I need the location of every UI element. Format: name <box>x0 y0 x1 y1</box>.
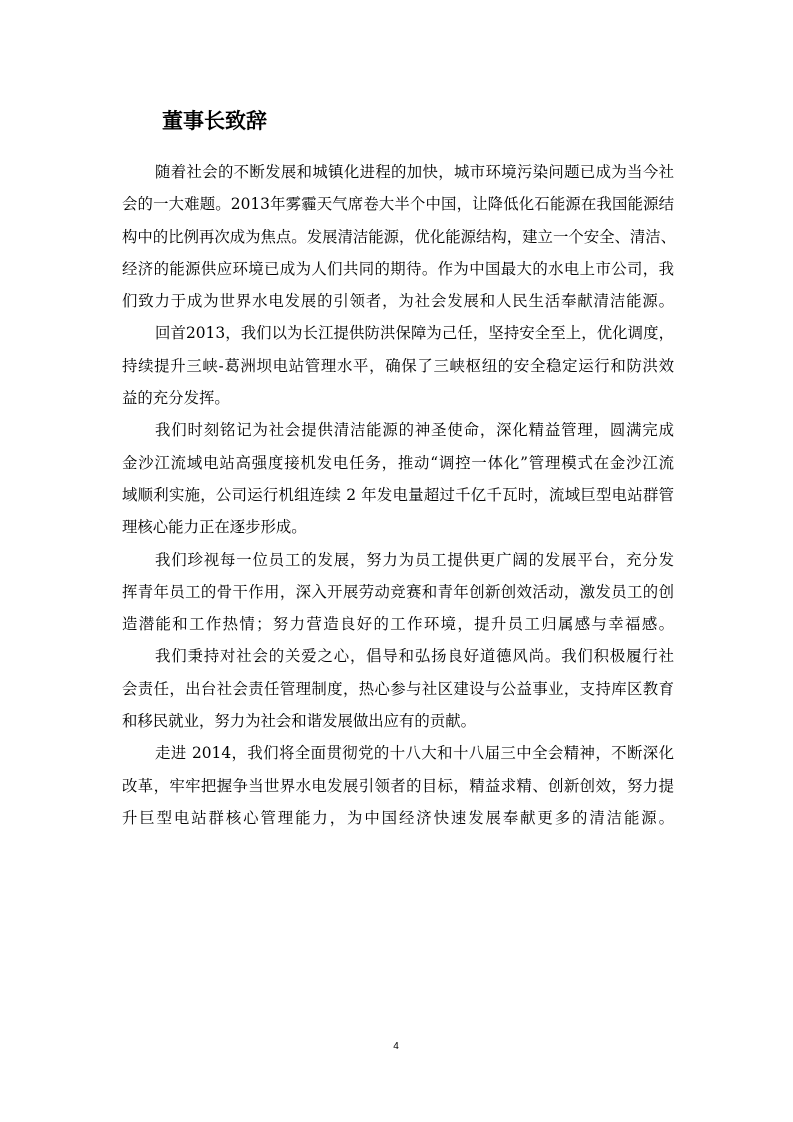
paragraph-line: 我们珍视每一位员工的发展，努力为员工提供更广阔的发展平台，充分发 <box>155 550 674 569</box>
paragraph-line: 会的一大难题。2013年雾霾天气席卷大半个中国，让降低化石能源在我国能源结 <box>122 195 674 214</box>
paragraph-line: 我们时刻铭记为社会提供清洁能源的神圣使命，深化精益管理，圆满完成 <box>155 421 674 440</box>
body-text <box>122 156 677 834</box>
paragraph-line: 改革，牢牢把握争当世界水电发展引领者的目标，精益求精、创新创效，努力提 <box>122 776 674 795</box>
paragraph-line: 走进 2014，我们将全面贯彻党的十八大和十八届三中全会精神，不断深化 <box>155 744 674 763</box>
paragraph-line: 构中的比例再次成为焦点。发展清洁能源，优化能源结构，建立一个安全、清洁、 <box>122 227 677 246</box>
paragraph-1 <box>122 156 677 317</box>
paragraph-4 <box>122 544 674 641</box>
paragraph-line: 造潜能和工作热情；努力营造良好的工作环境，提升员工归属感与幸福感。 <box>122 615 674 634</box>
paragraph-line: 挥青年员工的骨干作用，深入开展劳动竞赛和青年创新创效活动，激发员工的创 <box>122 582 674 601</box>
paragraph-line: 经济的能源供应环境已成为人们共同的期待。作为中国最大的水电上市公司，我 <box>122 259 674 278</box>
paragraph-line: 益的充分发挥。 <box>122 389 230 408</box>
paragraph-3 <box>122 414 674 543</box>
paragraph-5 <box>122 640 674 737</box>
page-title: 董事长致辞 <box>162 109 267 133</box>
paragraph-line: 升巨型电站群核心管理能力，为中国经济快速发展奉献更多的清洁能源。 <box>122 808 674 827</box>
paragraph-line: 随着社会的不断发展和城镇化进程的加快，城市环境污染问题已成为当今社 <box>155 163 674 181</box>
paragraph-2 <box>122 317 674 414</box>
paragraph-line: 持续提升三峡-葛洲坝电站管理水平，确保了三峡枢纽的安全稳定运行和防洪效 <box>122 356 674 375</box>
paragraph-line: 我们秉持对社会的关爱之心，倡导和弘扬良好道德风尚。我们积极履行社 <box>155 647 674 666</box>
paragraph-line: 回首2013，我们以为长江提供防洪保障为己任，坚持安全至上，优化调度， <box>155 324 674 343</box>
paragraph-line: 理核心能力正在逐步形成。 <box>122 518 307 537</box>
page-number: 4 <box>393 1041 399 1052</box>
paragraph-line: 金沙江流域电站高强度接机发电任务，推动“调控一体化”管理模式在金沙江流 <box>122 453 674 472</box>
paragraph-line: 们致力于成为世界水电发展的引领者，为社会发展和人民生活奉献清洁能源。 <box>122 292 674 311</box>
paragraph-6 <box>122 737 674 834</box>
paragraph-line: 会责任，出台社会责任管理制度，热心参与社区建设与公益事业，支持库区教育 <box>122 679 674 698</box>
paragraph-line: 和移民就业，努力为社会和谐发展做出应有的贡献。 <box>122 712 476 731</box>
paragraph-line: 域顺利实施，公司运行机组连续 2 年发电量超过千亿千瓦时，流域巨型电站群管 <box>122 485 674 504</box>
